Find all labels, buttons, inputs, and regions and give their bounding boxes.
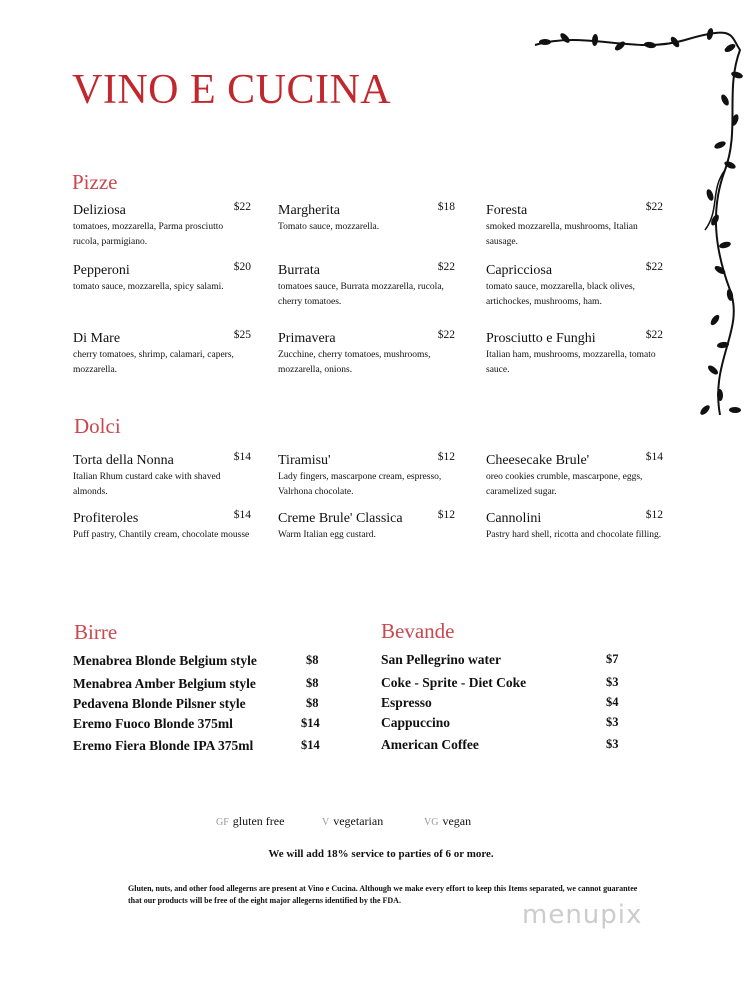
- beverage-price: $7: [606, 652, 619, 666]
- item-price: $25: [233, 329, 251, 341]
- legend-vegetarian: V vegetarian: [322, 814, 384, 828]
- item-name: Creme Brule' Classica: [278, 511, 403, 526]
- leaf-icon: [718, 241, 731, 250]
- allergen-note: Gluten, nuts, and other food allegerns are present at Vino e Cucina. Although we make every effort to keep this Items separated, we cannot guarantee that our products will be free of the eight major allegerns identified by the FDA.: [128, 884, 638, 905]
- leaf-icon: [644, 41, 657, 49]
- watermark: menupix: [522, 900, 643, 930]
- leaf-icon: [729, 407, 741, 413]
- item-name: Cheesecake Brule': [486, 453, 590, 468]
- beverage-price: $3: [606, 675, 619, 689]
- beverage-price: $3: [606, 737, 619, 751]
- item-name: Margherita: [278, 203, 340, 218]
- leaf-icon: [723, 42, 736, 53]
- item-name: Capricciosa: [486, 263, 553, 278]
- menu-item: [278, 203, 455, 235]
- beer-price: $8: [306, 696, 319, 710]
- item-description: Tomato sauce, mozzarella.: [278, 222, 380, 232]
- beer-name: Eremo Fiera Blonde IPA 375ml: [73, 738, 254, 753]
- item-description: cherry tomatoes, shrimp, calamari, capers, mozzarella.: [73, 350, 234, 375]
- item-price: $20: [233, 261, 251, 273]
- menu-item: [278, 511, 455, 543]
- item-description: Italian Rhum custard cake with shaved almonds.: [73, 472, 221, 497]
- item-price: $12: [645, 509, 663, 521]
- beer-name: Pedavena Blonde Pilsner style: [73, 696, 246, 711]
- item-description: oreo cookies crumble, mascarpone, eggs, caramelized sugar.: [486, 472, 643, 497]
- beverage-name: Cappuccino: [381, 715, 451, 730]
- leaf-icon: [730, 70, 743, 79]
- item-name: Di Mare: [73, 331, 121, 346]
- item-name: Torta della Nonna: [73, 453, 174, 468]
- item-description: tomato sauce, mozzarella, spicy salami.: [73, 282, 224, 292]
- item-name: Deliziosa: [73, 203, 126, 218]
- menu-item: [278, 453, 455, 500]
- item-price: $14: [233, 509, 251, 521]
- beer-price: $14: [301, 716, 320, 730]
- beer-price: $8: [306, 676, 319, 690]
- menu-item: [486, 511, 663, 543]
- menu-item: [73, 511, 251, 543]
- restaurant-title: VINO E CUCINA: [72, 67, 392, 113]
- beverage-name: San Pellegrino water: [381, 652, 501, 667]
- leaf-icon: [699, 404, 712, 417]
- legend-vegan: VG vegan: [424, 814, 472, 828]
- leaf-icon: [706, 364, 719, 376]
- item-price: $12: [437, 509, 455, 521]
- leaf-icon: [592, 34, 599, 46]
- beer-price: $14: [301, 738, 320, 752]
- menu-item: [486, 453, 663, 500]
- item-price: $22: [437, 329, 455, 341]
- leaf-icon: [539, 39, 551, 45]
- item-description: Lady fingers, mascarpone cream, espresso, Valrhona chocolate.: [278, 472, 442, 497]
- item-name: Profiteroles: [73, 511, 139, 526]
- item-name: Pepperoni: [73, 263, 130, 278]
- menu-item: [73, 203, 251, 250]
- leaf-icon: [559, 32, 572, 45]
- menu-item: [73, 331, 251, 378]
- beverage-name: Espresso: [381, 695, 432, 710]
- menu-item: [73, 263, 251, 295]
- leaf-icon: [706, 28, 714, 41]
- item-name: Prosciutto e Funghi: [486, 331, 596, 346]
- menu-item: [73, 453, 251, 500]
- item-name: Cannolini: [486, 511, 542, 526]
- beverage-price: $3: [606, 715, 619, 729]
- item-description: tomatoes sauce, Burrata mozzarella, rucola, cherry tomatoes.: [278, 282, 444, 307]
- item-price: $22: [437, 261, 455, 273]
- item-price: $12: [437, 451, 455, 463]
- leaf-icon: [709, 313, 721, 326]
- beer-name: Menabrea Blonde Belgium style: [73, 653, 257, 668]
- item-description: Zucchine, cherry tomatoes, mushrooms, mozzarella, onions.: [278, 350, 431, 375]
- item-description: tomato sauce, mozzarella, black olives, artichockes, mushrooms, ham.: [486, 282, 636, 307]
- legend-gluten-free: GF gluten free: [216, 814, 285, 828]
- leaf-icon: [613, 40, 626, 52]
- item-name: Foresta: [486, 203, 528, 218]
- service-note: We will add 18% service to parties of 6 or more.: [268, 848, 494, 860]
- item-price: $22: [233, 201, 251, 213]
- item-price: $22: [645, 201, 663, 213]
- beverage-name: American Coffee: [381, 737, 479, 752]
- item-price: $14: [645, 451, 663, 463]
- menu-item: [486, 263, 663, 310]
- item-description: Warm Italian egg custard.: [278, 530, 376, 540]
- section-heading-bevande: Bevande: [381, 619, 455, 643]
- leaf-icon: [713, 140, 726, 150]
- item-name: Tiramisu': [278, 453, 331, 468]
- item-name: Primavera: [278, 331, 336, 346]
- item-description: tomatoes, mozzarella, Parma prosciutto rucola, parmigiano.: [73, 222, 224, 247]
- beer-price: $8: [306, 653, 319, 667]
- item-price: $22: [645, 329, 663, 341]
- beer-name: Menabrea Amber Belgium style: [73, 676, 256, 691]
- item-description: smoked mozzarella, mushrooms, Italian sausage.: [486, 222, 638, 247]
- menu-item: [278, 263, 455, 310]
- section-heading-pizze: Pizze: [72, 170, 118, 194]
- item-description: Puff pastry, Chantily cream, chocolate mousse: [73, 530, 250, 540]
- leaf-icon: [720, 93, 731, 106]
- beverage-price: $4: [606, 695, 619, 709]
- beverage-name: Coke - Sprite - Diet Coke: [381, 675, 527, 690]
- leaf-icon: [705, 188, 715, 201]
- section-heading-dolci: Dolci: [74, 414, 121, 438]
- item-description: Pastry hard shell, ricotta and chocolate filling.: [486, 530, 662, 540]
- section-heading-birre: Birre: [74, 620, 118, 644]
- item-price: $22: [645, 261, 663, 273]
- item-price: $14: [233, 451, 251, 463]
- menu-item: [278, 331, 455, 378]
- menu-item: [486, 331, 663, 378]
- beer-name: Eremo Fuoco Blonde 375ml: [73, 716, 233, 731]
- item-price: $18: [437, 201, 455, 213]
- item-description: Italian ham, mushrooms, mozzarella, tomato sauce.: [486, 350, 656, 375]
- item-name: Burrata: [278, 263, 320, 278]
- menu-item: [486, 203, 663, 250]
